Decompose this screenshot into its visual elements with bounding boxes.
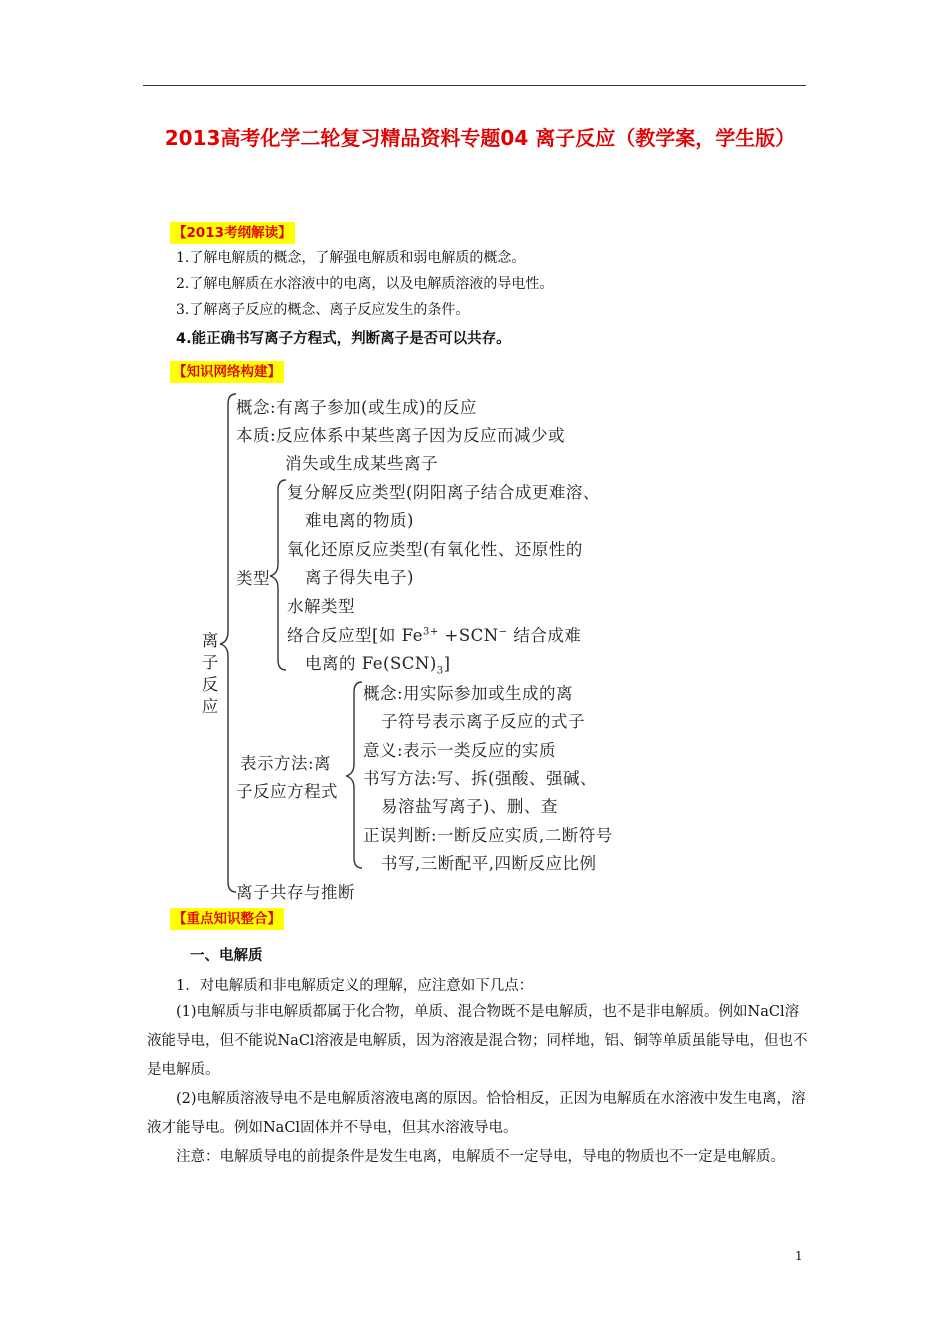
map-type-2-line1: 氧化还原反应类型(有氧化性、还原性的 bbox=[287, 540, 583, 559]
document-title: 2013高考化学二轮复习精品资料专题04 离子反应（教学案，学生版） bbox=[164, 126, 796, 150]
map-essence-line2: 消失或生成某些离子 bbox=[285, 454, 438, 473]
map-expr-4-line2: 书写,三断配平,四断反应比例 bbox=[381, 854, 597, 873]
page-number: 1 bbox=[795, 1249, 803, 1263]
syllabus-item-4: 4.能正确书写离子方程式，判断离子是否可以共存。 bbox=[176, 331, 511, 347]
root-brace bbox=[220, 394, 236, 892]
map-type-4b-pre: 电离的 Fe(SCN) bbox=[305, 654, 437, 673]
map-type-4-line1 bbox=[287, 622, 581, 646]
map-expression-label-line1: 表示方法:离 bbox=[240, 754, 332, 773]
map-type-4b-sub: 3 bbox=[436, 665, 444, 677]
syllabus-item-3: 3.了解离子反应的概念、离子反应发生的条件。 bbox=[176, 302, 470, 318]
syllabus-item-1: 1.了解电解质的概念，了解强电解质和弱电解质的概念。 bbox=[176, 250, 526, 266]
map-concept: 概念:有离子参加(或生成)的反应 bbox=[236, 398, 477, 417]
network-section-tag: 【知识网络构建】 bbox=[170, 361, 284, 383]
map-type-1-line1: 复分解反应类型(阴阳离子结合成更难溶、 bbox=[287, 483, 600, 502]
map-root-text: 离子反应 bbox=[201, 631, 219, 716]
expression-brace bbox=[346, 682, 362, 868]
map-type-4-pre: 络合反应型[如 Fe bbox=[287, 626, 423, 645]
map-coexist: 离子共存与推断 bbox=[236, 883, 355, 902]
map-type-1-line2: 难电离的物质) bbox=[305, 511, 414, 530]
focus-section-tag: 【重点知识整合】 bbox=[170, 908, 284, 930]
body-heading: 一、电解质 bbox=[190, 948, 263, 964]
map-expression-label-line2: 子反应方程式 bbox=[236, 782, 338, 801]
map-expr-3-line1: 书写方法:写、拆(强酸、强碱、 bbox=[363, 769, 597, 788]
map-type-4b-post: ] bbox=[443, 654, 451, 673]
map-type-4-post: 结合成难 bbox=[507, 626, 582, 645]
map-expr-1-line2: 子符号表示离子反应的式子 bbox=[381, 712, 585, 731]
map-expr-2: 意义:表示一类反应的实质 bbox=[363, 741, 557, 760]
map-type-4-sup1: 3+ bbox=[423, 626, 439, 638]
body-paragraph-3: (2)电解质溶液导电不是电解质溶液电离的原因。恰恰相反，正因为电解质在水溶液中发生电离，溶液才能导电。例如NaCl固体并不导电，但其水溶液导电。 bbox=[147, 1091, 806, 1136]
map-expr-4-line1: 正误判断:一断反应实质,二断符号 bbox=[363, 826, 613, 845]
body-paragraph-1-text: 1．对电解质和非电解质定义的理解，应注意如下几点： bbox=[176, 978, 534, 994]
map-type-4-mid: +SCN bbox=[438, 626, 499, 645]
map-expr-3-line2: 易溶盐写离子)、删、查 bbox=[381, 797, 558, 816]
body-paragraph-2: (1)电解质与非电解质都属于化合物，单质、混合物既不是电解质，也不是非电解质。例如NaCl溶液能导电，但不能说NaCl溶液是电解质，因为溶液是混合物；同样地，铝、铜等单质虽能导电，但也不是电解质。 bbox=[147, 1004, 808, 1078]
syllabus-section-tag: 【2013考纲解读】 bbox=[170, 222, 295, 244]
map-expr-1-line1: 概念:用实际参加或生成的离 bbox=[363, 684, 574, 703]
map-type-2-line2: 离子得失电子) bbox=[305, 568, 414, 587]
map-root-label bbox=[200, 630, 220, 718]
body-paragraph-4: 注意：电解质导电的前提条件是发生电离，电解质不一定导电，导电的物质也不一定是电解质。 bbox=[176, 1149, 785, 1165]
body-paragraph-1 bbox=[176, 972, 808, 1001]
map-type-4-line2 bbox=[305, 650, 451, 676]
map-type-3: 水解类型 bbox=[287, 597, 355, 616]
syllabus-item-2: 2.了解电解质在水溶液中的电离，以及电解质溶液的导电性。 bbox=[176, 276, 554, 292]
map-essence-line1: 本质:反应体系中某些离子因为反应而减少或 bbox=[236, 426, 566, 445]
map-types-label: 类型 bbox=[236, 569, 270, 588]
map-type-4-sup2: − bbox=[498, 626, 508, 638]
types-brace bbox=[270, 480, 286, 670]
